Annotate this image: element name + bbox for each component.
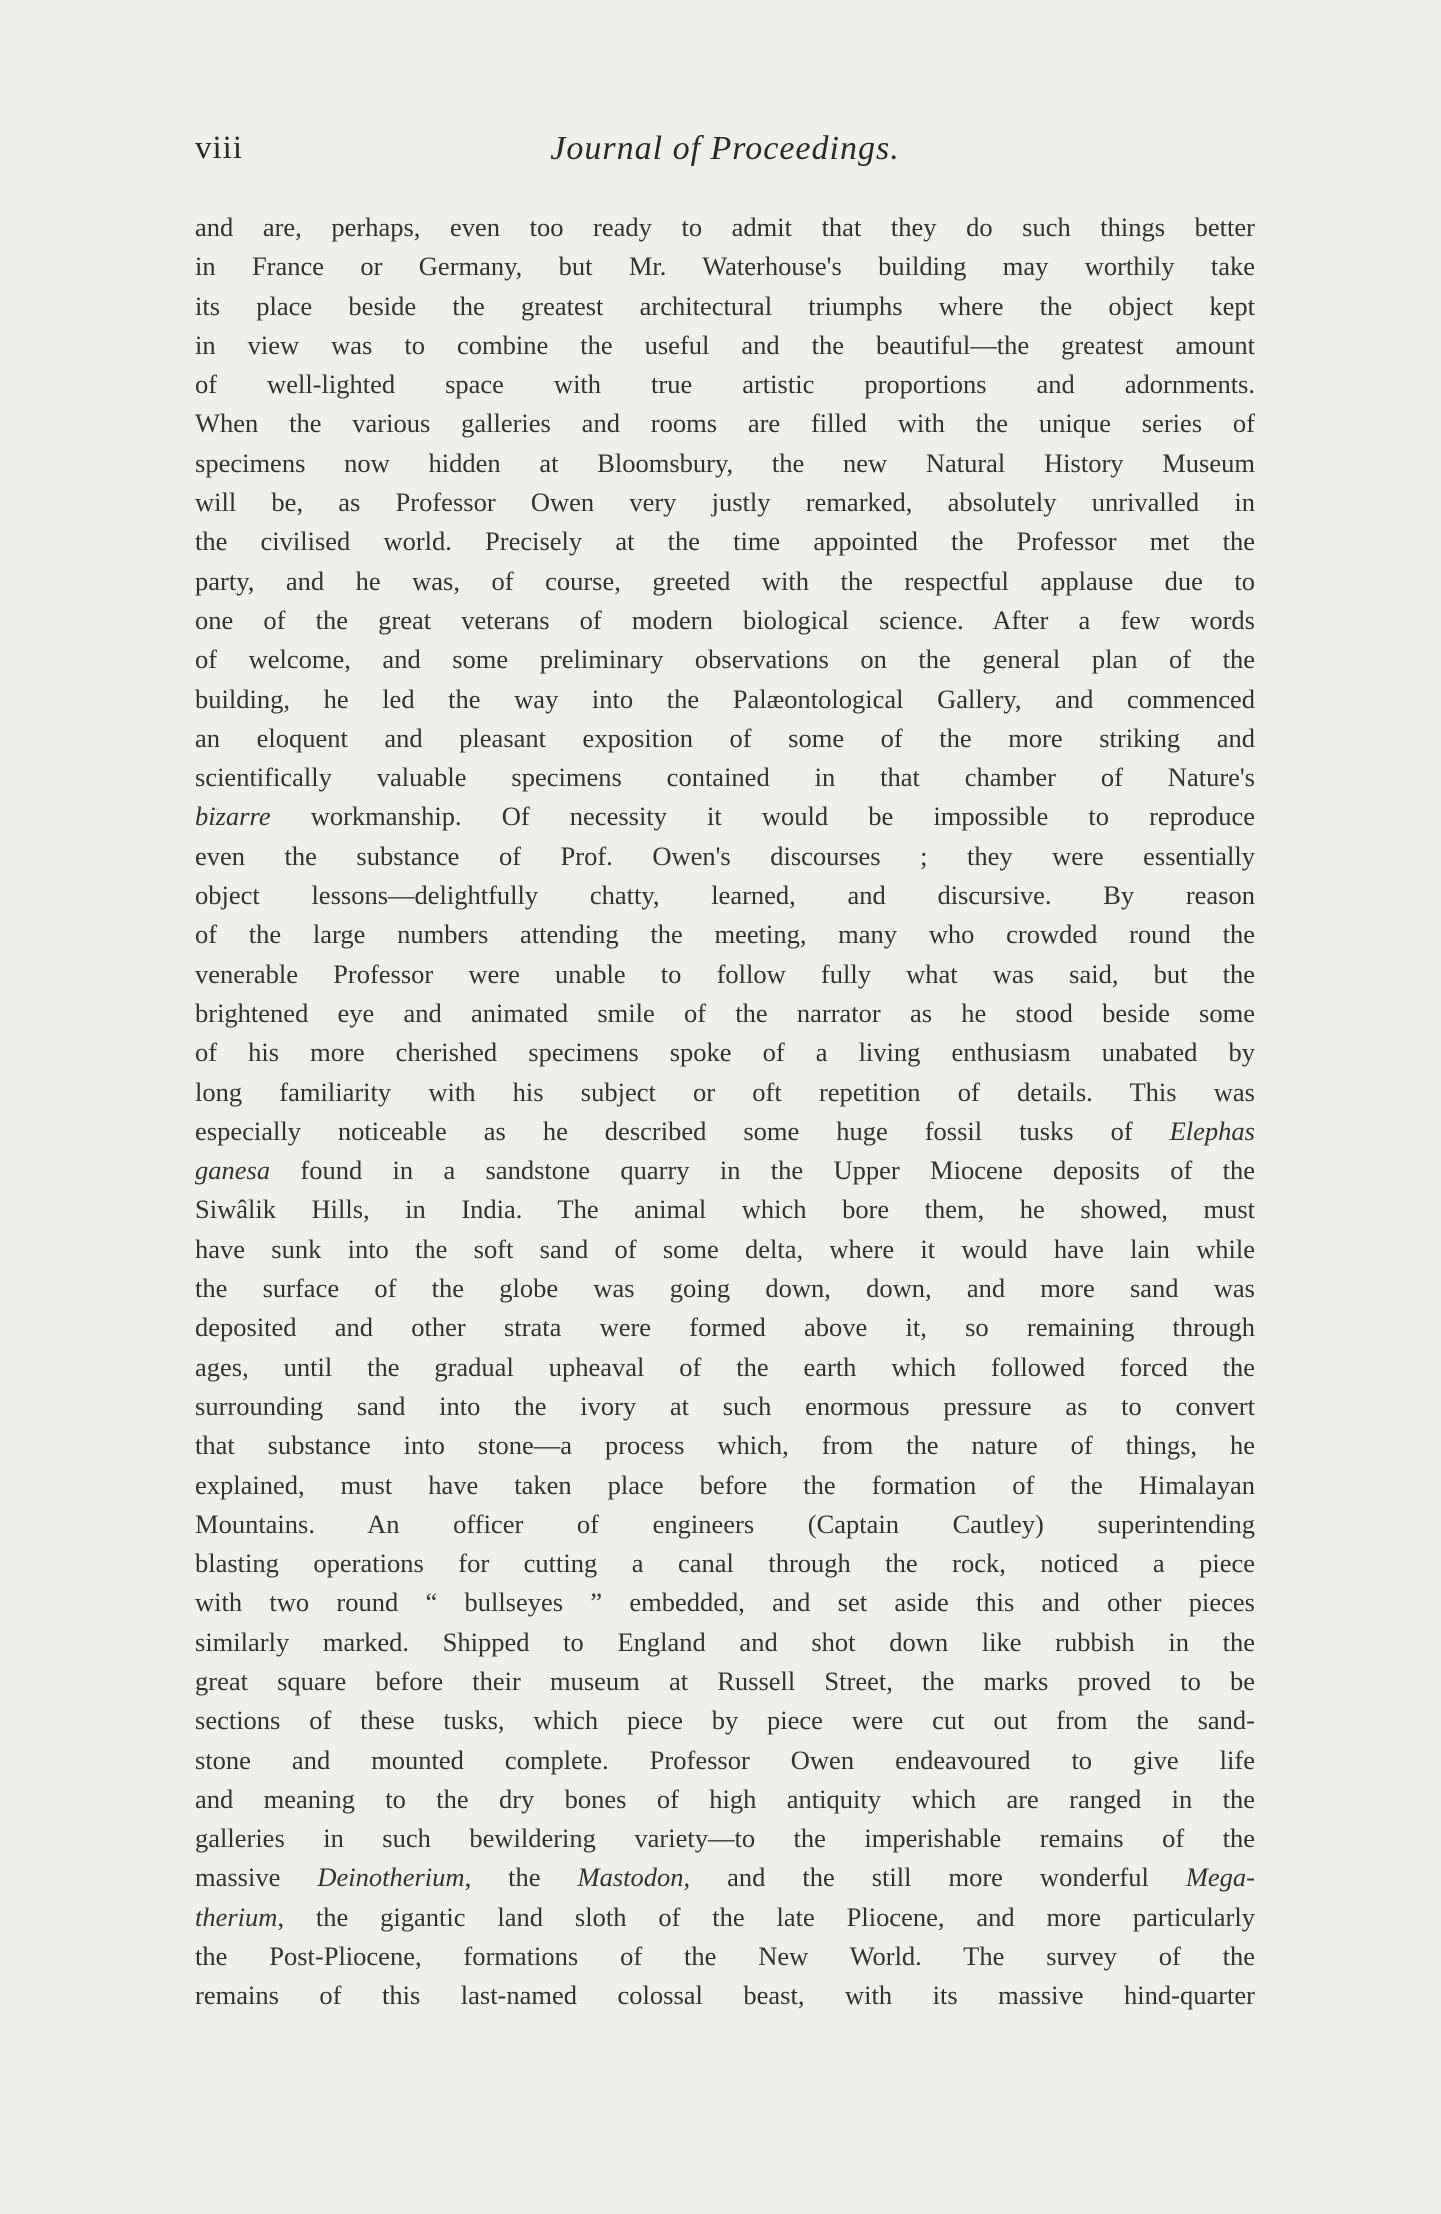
text-segment: brightened eye and animated smile of the narrator as he stood beside some (195, 997, 1255, 1028)
page-number: viii (195, 130, 244, 166)
text-segment: remains of this last-named colossal beast, with its massive hind-quarter (195, 1980, 1255, 2011)
text-line (195, 1583, 1255, 1622)
italic-term: Mastodon (577, 1862, 684, 1893)
text-segment: even the substance of Prof. Owen's discourses ; they were essentially (195, 840, 1255, 871)
text-line (195, 640, 1255, 679)
text-segment: Siwâlik Hills, in India. The animal which bore them, he showed, must (195, 1194, 1255, 1225)
text-line (195, 1308, 1255, 1347)
text-line (195, 522, 1255, 561)
text-line (195, 758, 1255, 797)
text-segment: long familiarity with his subject or oft repetition of details. This was (195, 1076, 1255, 1107)
text-segment: , the (464, 1862, 578, 1893)
text-line (195, 1780, 1255, 1819)
text-segment: venerable Professor were unable to follow fully what was said, but the (195, 958, 1255, 989)
text-segment: ages, until the gradual upheaval of the earth which followed forced the (195, 1351, 1255, 1382)
text-segment: will be, as Professor Owen very justly remarked, absolutely unrivalled in (195, 487, 1255, 518)
text-segment: object lessons—delightfully chatty, learned, and discursive. By reason (195, 880, 1255, 911)
text-segment: with two round “ bullseyes ” embedded, and set aside this and other pieces (195, 1587, 1255, 1618)
text-line (195, 1819, 1255, 1858)
text-segment: in view was to combine the useful and the beautiful—the greatest amount (195, 329, 1255, 360)
text-line (195, 1898, 1255, 1937)
text-segment: galleries in such bewildering variety—to the imperishable remains of the (195, 1823, 1255, 1854)
text-line (195, 326, 1255, 365)
text-line (195, 797, 1255, 836)
text-segment: party, and he was, of course, greeted with the respectful applause due to (195, 565, 1255, 596)
text-segment: of welcome, and some preliminary observations on the general plan of the (195, 644, 1255, 675)
page-header (195, 122, 1255, 182)
text-segment: massive (195, 1862, 318, 1893)
text-line (195, 1976, 1255, 2015)
text-line (195, 1741, 1255, 1780)
text-segment: , the gigantic land sloth of the late Pliocene, and more particularly (277, 1901, 1255, 1932)
italic-term: Mega- (1185, 1862, 1255, 1893)
text-segment: great square before their museum at Russell Street, the marks proved to be (195, 1665, 1255, 1696)
text-segment: and are, perhaps, even too ready to admit that they do such things better (195, 212, 1255, 242)
text-line (195, 1544, 1255, 1583)
italic-term: therium (195, 1901, 278, 1932)
text-segment: explained, must have taken place before the formation of the Himalayan (195, 1469, 1255, 1500)
text-line (195, 1073, 1255, 1112)
text-line (195, 208, 1255, 247)
text-line (195, 876, 1255, 915)
text-segment: an eloquent and pleasant exposition of some of the more striking and (195, 722, 1255, 753)
text-line (195, 1387, 1255, 1426)
text-segment: of his more cherished specimens spoke of a living enthusiasm unabated by (195, 1037, 1255, 1068)
text-line (195, 1033, 1255, 1072)
text-line (195, 483, 1255, 522)
text-segment: that substance into stone—a process which, from the nature of things, he (195, 1430, 1255, 1461)
text-segment: surrounding sand into the ivory at such enormous pressure as to convert (195, 1390, 1255, 1421)
text-line (195, 1190, 1255, 1229)
text-line (195, 365, 1255, 404)
italic-term: ganesa (195, 1155, 271, 1186)
text-line (195, 955, 1255, 994)
text-segment: the surface of the globe was going down, down, and more sand was (195, 1273, 1255, 1304)
text-segment: stone and mounted complete. Professor Owen endeavoured to give life (195, 1744, 1255, 1775)
text-segment: , and the still more wonderful (683, 1862, 1186, 1893)
text-segment: its place beside the greatest architectural triumphs where the object kept (195, 290, 1255, 321)
text-line (195, 1505, 1255, 1544)
text-line (195, 680, 1255, 719)
text-line (195, 287, 1255, 326)
text-segment: Mountains. An officer of engineers (Captain Cautley) superintending (195, 1508, 1255, 1539)
text-segment: workmanship. Of necessity it would be impossible to reproduce (270, 801, 1255, 832)
text-segment: especially noticeable as he described some huge fossil tusks of (195, 1115, 1170, 1146)
text-segment: have sunk into the soft sand of some delta, where it would have lain while (195, 1233, 1255, 1264)
text-line (195, 601, 1255, 640)
text-line (195, 1466, 1255, 1505)
text-segment: sections of these tusks, which piece by piece were cut out from the sand- (195, 1705, 1255, 1736)
text-line (195, 1701, 1255, 1740)
italic-term: Elephas (1169, 1115, 1255, 1146)
text-line (195, 837, 1255, 876)
text-segment: deposited and other strata were formed above it, so remaining through (195, 1312, 1255, 1343)
text-segment: found in a sandstone quarry in the Upper Miocene deposits of the (270, 1155, 1255, 1186)
text-line (195, 444, 1255, 483)
text-segment: similarly marked. Shipped to England and shot down like rubbish in the (195, 1626, 1255, 1657)
text-line (195, 247, 1255, 286)
text-segment: blasting operations for cutting a canal through the rock, noticed a piece (195, 1548, 1255, 1579)
text-line (195, 1858, 1255, 1897)
text-segment: of well-lighted space with true artistic proportions and adornments. (195, 369, 1255, 400)
text-line (195, 562, 1255, 601)
text-line (195, 1937, 1255, 1976)
text-segment: scientifically valuable specimens contained in that chamber of Nature's (195, 762, 1255, 793)
text-segment: building, he led the way into the Palæontological Gallery, and commenced (195, 683, 1255, 714)
running-head: Journal of Proceedings. (550, 130, 900, 167)
text-line (195, 404, 1255, 443)
text-line (195, 719, 1255, 758)
text-line (195, 1348, 1255, 1387)
body-text (195, 208, 1255, 2016)
italic-term: bizarre (195, 801, 271, 832)
text-line (195, 1112, 1255, 1151)
text-line (195, 994, 1255, 1033)
text-segment: one of the great veterans of modern biological science. After a few words (195, 604, 1255, 635)
text-line (195, 1662, 1255, 1701)
italic-term: Deinotherium (317, 1862, 465, 1893)
text-line (195, 1623, 1255, 1662)
text-segment: specimens now hidden at Bloomsbury, the new Natural History Museum (195, 447, 1255, 478)
text-line (195, 915, 1255, 954)
text-segment: When the various galleries and rooms are filled with the unique series of (195, 408, 1255, 439)
text-segment: in France or Germany, but Mr. Waterhouse's building may worthily take (195, 251, 1255, 282)
text-line (195, 1426, 1255, 1465)
text-line (195, 1230, 1255, 1269)
text-segment: the civilised world. Precisely at the time appointed the Professor met the (195, 526, 1255, 557)
text-segment: and meaning to the dry bones of high antiquity which are ranged in the (195, 1783, 1255, 1814)
text-segment: the Post-Pliocene, formations of the New World. The survey of the (195, 1941, 1255, 1972)
text-segment: of the large numbers attending the meeting, many who crowded round the (195, 919, 1255, 950)
text-line (195, 1151, 1255, 1190)
text-line (195, 1269, 1255, 1308)
